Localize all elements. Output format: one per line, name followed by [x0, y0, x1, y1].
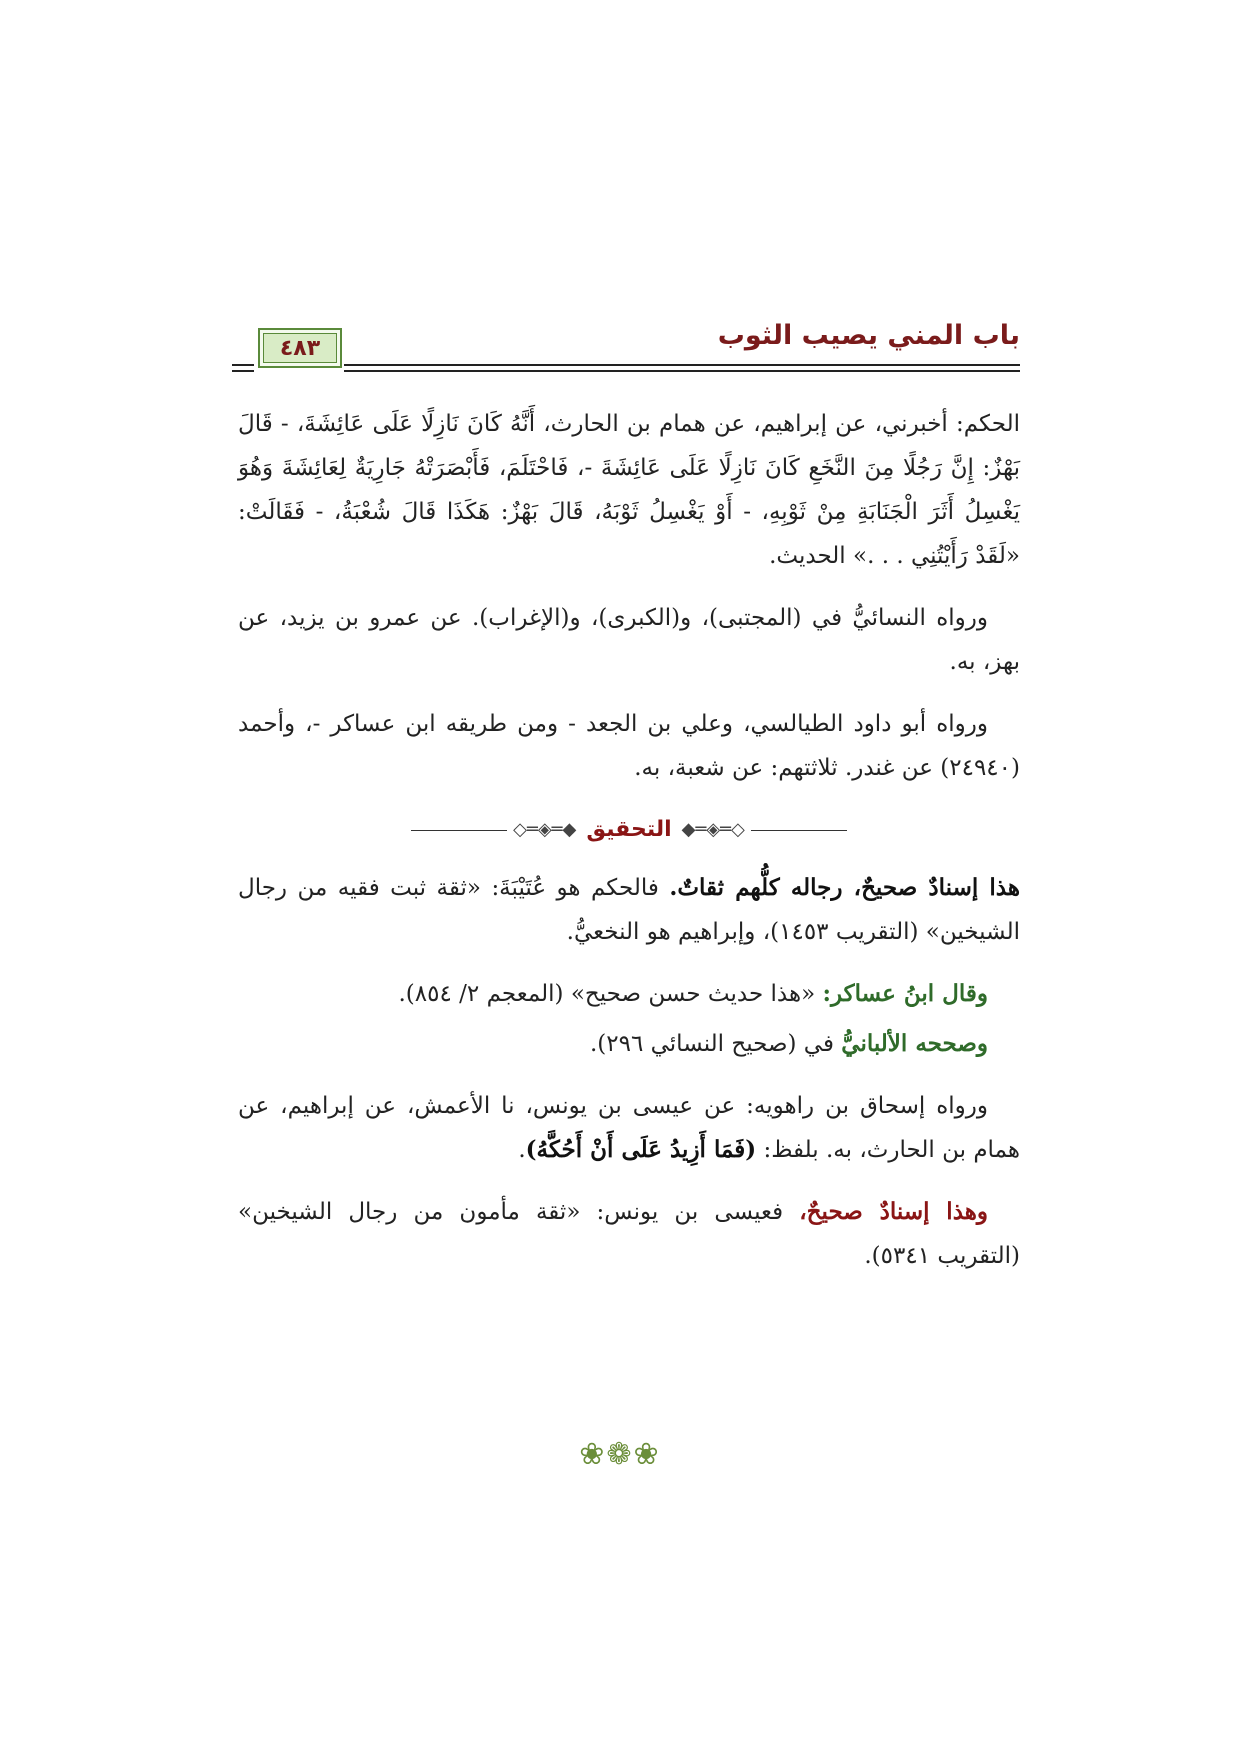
chapter-title: باب المني يصيب الثوب [717, 320, 1020, 351]
ibn-asakir-text: «هذا حديث حسن صحيح» (المعجم ٢/ ٨٥٤). [398, 981, 823, 1007]
divider-line-left [411, 830, 507, 831]
isa-detail: فعيسى بن يونس: «ثقة مأمون من رجال الشيخين» (التقريب ٥٣٤١). [238, 1199, 1020, 1269]
ibn-asakir-label: وقال ابنُ عساكر: [822, 980, 988, 1007]
isa-verdict: وهذا إسنادٌ صحيحٌ، [799, 1198, 989, 1225]
ishaq-end: . [518, 1137, 526, 1163]
albani-label: وصححه الألبانيُّ [841, 1030, 988, 1057]
page-header [232, 318, 1020, 378]
page-body [238, 402, 1020, 1296]
end-ornament: ❀❁❀ [579, 1437, 661, 1472]
divider-line-right [751, 830, 847, 831]
albani-statement [238, 1022, 1020, 1066]
section-title: التحقيق [586, 817, 672, 842]
albani-text: في (صحيح النسائي ٢٩٦). [589, 1031, 842, 1057]
nasai-narration: ورواه النسائيُّ في (المجتبى)، و(الكبرى)، و(الإغراب). عن عمرو بن يزيد، عن بهز، به. [238, 605, 1020, 675]
isa-statement [238, 1190, 1020, 1278]
isnad-verdict: هذا إسنادٌ صحيحٌ، رجاله كلُّهم ثقاتٌ. [669, 874, 1020, 901]
hadith-text: الحكم: أخبرني، عن إبراهيم، عن همام بن الحارث، أَنَّهُ كَانَ نَازِلًا عَلَى عَائِشَةَ، - قَالَ بَهْزٌ: إِنَّ رَجُلًا مِنَ النَّخَعِ كَانَ نَازِلًا عَلَى عَائِشَةَ -، فَاحْتَلَمَ، فَأَبْصَرَتْهُ جَارِيَةٌ لِعَائِشَةَ وَهُوَ يَغْسِلُ أَثَرَ الْجَنَابَةِ مِنْ ثَوْبِهِ، - أَوْ يَغْسِلُ ثَوْبَهُ، قَالَ بَهْزٌ: هَكَذَا قَالَ شُعْبَةُ، - فَقَالَتْ: «لَقَدْ رَأَيْتُنِي . . .» الحديث. [238, 411, 1020, 569]
divider-ornament-right: ◇═◈═◆ [681, 819, 745, 840]
tayalisi-narration: ورواه أبو داود الطيالسي، وعلي بن الجعد - ومن طريقه ابن عساكر -، وأحمد (٢٤٩٤٠) عن غندر. ثلاثتهم: عن شعبة، به. [238, 711, 1020, 781]
section-divider [238, 808, 1020, 852]
ishaq-wording: (فَمَا أَزِيدُ عَلَى أَنْ أَحُكَّهُ) [525, 1136, 757, 1163]
tahqiq-isnad [238, 866, 1020, 954]
isnad-detail: فالحكم هو عُتَيْبَةَ: «ثقة ثبت فقيه من رجال الشيخين» (التقريب ١٤٥٣)، وإبراهيم هو النخعيُّ. [238, 875, 1020, 945]
ishaq-text: ورواه إسحاق بن راهويه: عن عيسى بن يونس، نا الأعمش، عن إبراهيم، عن همام بن الحارث، به. بلفظ: [238, 1093, 1020, 1163]
ishaq-narration [238, 1084, 1020, 1172]
divider-ornament-left: ◆═◈═◇ [513, 819, 577, 840]
page-number-badge: ٤٨٣ [258, 328, 342, 368]
header-rule-left-2 [232, 370, 254, 372]
header-rule-right [344, 364, 1020, 366]
header-rule-left [232, 364, 254, 366]
header-rule-right-2 [344, 370, 1020, 372]
ibn-asakir-statement [238, 972, 1020, 1016]
